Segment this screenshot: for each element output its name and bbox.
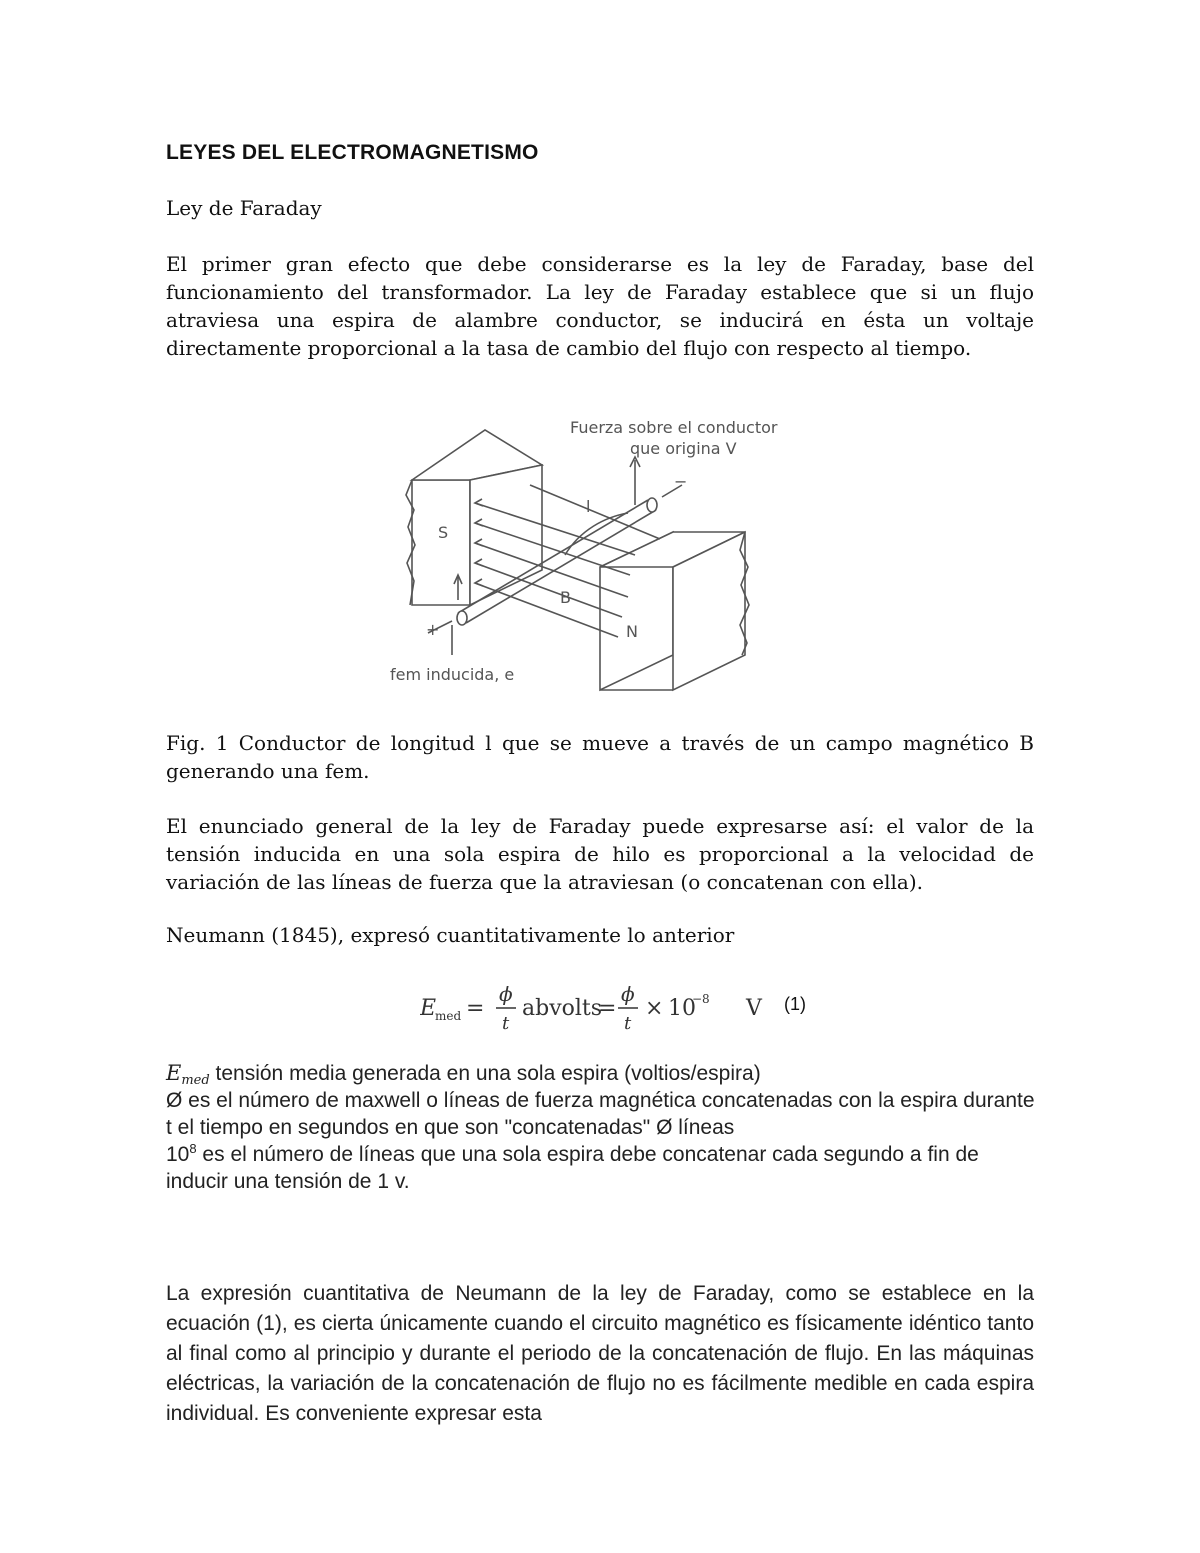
eq-lhs-sub: med (435, 1009, 462, 1023)
s-magnet-front (412, 480, 470, 605)
equation-number: (1) (784, 994, 806, 1014)
length-bracket (565, 513, 628, 555)
def-phi: Ø es el número de maxwell o líneas de fuerza magnética concatenadas con la espira durante (166, 1089, 1035, 1112)
eq-volt: V (746, 996, 762, 1021)
general-statement-text: El enunciado general de la ley de Faraday puede expresarse así: el valor de la tensión inducida en una sola espira de hilo es proporcional a la velocidad de variación de las líneas de fuerza que la atraviesan (o concatenan con ella). (166, 814, 1034, 894)
n-pole-label: N (626, 622, 638, 641)
plus-label: + (426, 620, 440, 639)
emed-symbol: E (166, 1061, 182, 1085)
emed-text: tensión media generada en una sola espira (voltios/espira) (209, 1062, 761, 1085)
eq-times: × (645, 996, 664, 1021)
ten-exp: 8 (189, 1141, 197, 1156)
intro-text: El primer gran efecto que debe considerarse es la ley de Faraday, base del funcionamiento del transformador. La ley de Faraday establece que si un flujo atraviesa una espira de alambre conductor, se inducirá en ésta un voltaje directamente proporcional a la tasa de cambio del flujo con respecto al tiempo. (166, 252, 1034, 360)
neumann-text: Neumann (1845), expresó cuantitativamente lo anterior (166, 923, 735, 947)
eq-power-exp: −8 (692, 992, 710, 1006)
def-t: t el tiempo en segundos en que son "concatenadas" Ø líneas (166, 1116, 735, 1139)
eq-unit: abvolts (522, 996, 603, 1021)
emed-sub: med (181, 1073, 210, 1088)
final-paragraph: La expresión cuantitativa de Neumann de la ley de Faraday, como se establece en la ecuación (1), es cierta únicamente cuando el circuito magnético es físicamente idéntico tanto al final como al principio y durante el periodo de la concatenación de flujo. En las máquinas eléctricas, la variación de la concatenación de flujo no es fácilmente medible en cada espira individual. Es conveniente expresar esta (166, 1282, 1034, 1425)
eq-phi-1: ϕ (499, 982, 513, 1006)
eq-lhs: E (420, 996, 437, 1021)
intro-paragraph (166, 250, 1034, 362)
eq-t-1: t (502, 1013, 510, 1034)
eq-equals-2: = (598, 996, 617, 1021)
eq-power-base: 10 (668, 996, 696, 1021)
eq-equals-1: = (466, 996, 485, 1021)
neumann-paragraph (166, 921, 1034, 949)
force-label-line1: Fuerza sobre el conductor (570, 418, 778, 437)
minus-label: − (674, 472, 688, 491)
b-field-label: B (560, 588, 571, 607)
force-label-line2: que origina V (630, 439, 737, 458)
neumann-equation (420, 975, 840, 1035)
s-pole-label: S (438, 523, 449, 542)
eq-t-2: t (624, 1013, 632, 1034)
ten-text: es el número de líneas que una sola espira debe concatenar cada segundo a fin de inducir una tensión de 1 v. (166, 1143, 979, 1193)
ten-base: 10 (166, 1143, 190, 1166)
def-ten (166, 1141, 1036, 1195)
eq-phi-2: ϕ (621, 982, 635, 1006)
conductor-end (457, 611, 467, 625)
fem-label: fem inducida, e (390, 665, 515, 684)
faraday-figure (390, 405, 840, 705)
general-statement-paragraph (166, 812, 1034, 896)
definitions-list (166, 1060, 1036, 1195)
figure-caption: Fig. 1 Conductor de longitud l que se mueve a través de un campo magnético B generando una fem. (166, 731, 1034, 783)
length-label: l (586, 497, 591, 516)
section-heading: Ley de Faraday (166, 196, 322, 220)
field-line (475, 583, 618, 637)
def-emed (166, 1060, 1036, 1087)
document-title: LEYES DEL ELECTROMAGNETISMO (166, 141, 539, 164)
